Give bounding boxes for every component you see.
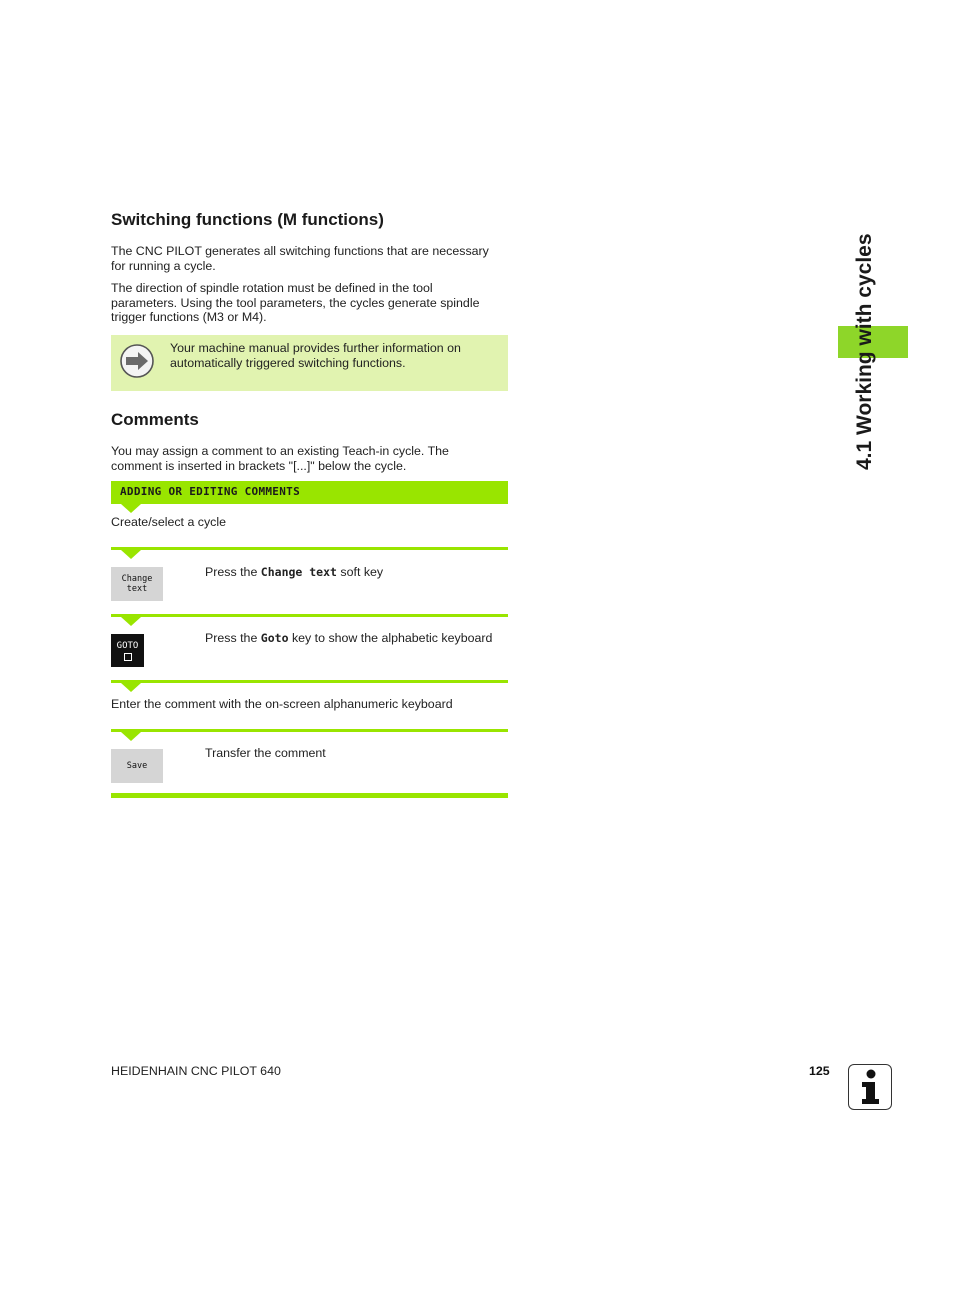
chapter-tab-label: 4.1 Working with cycles: [853, 233, 876, 470]
step-text-pre: Press the: [205, 631, 261, 645]
step-divider: [111, 547, 508, 550]
save-softkey[interactable]: [111, 749, 163, 783]
square-icon: [124, 653, 132, 661]
section-heading-switching-functions: Switching functions (M functions): [111, 210, 384, 229]
step-arrow-icon: [121, 732, 141, 741]
step-divider: [111, 680, 508, 683]
text-line: trigger functions (M3 or M4).: [111, 310, 267, 324]
step-key-name: Change text: [260, 565, 337, 579]
change-text-softkey[interactable]: [111, 567, 163, 601]
softkey-label-line: text: [126, 584, 148, 594]
arrow-right-icon: [119, 343, 155, 379]
step-text-post: soft key: [336, 565, 384, 579]
step-arrow-icon: [121, 504, 141, 513]
text-line: comment is inserted in brackets "[...]" below the cycle.: [111, 458, 407, 473]
section-heading-comments: Comments: [111, 410, 199, 429]
goto-key-label: GOTO: [116, 640, 139, 651]
text-line: The CNC PILOT generates all switching functions that are necessary: [111, 244, 489, 258]
info-icon: [848, 1064, 892, 1110]
procedure-title-bar: [111, 481, 508, 504]
step-arrow-icon: [121, 550, 141, 559]
paragraph-spindle-direction: [111, 281, 511, 325]
text-line: for running a cycle.: [111, 258, 216, 273]
step-press-goto: [205, 631, 492, 645]
footer-manual-title: HEIDENHAIN CNC PILOT 640: [111, 1064, 281, 1078]
step-text-post: key to show the alphabetic keyboard: [288, 631, 493, 645]
step-arrow-icon: [121, 683, 141, 692]
softkey-label: Save: [126, 761, 148, 771]
text-line: parameters. Using the tool parameters, the cycles generate spindle: [111, 295, 480, 310]
paragraph-switching-intro: [111, 244, 511, 273]
step-key-name: Goto: [260, 631, 289, 645]
procedure-title: ADDING OR EDITING COMMENTS: [120, 485, 300, 498]
step-press-change-text: [205, 565, 383, 579]
text-line: The direction of spindle rotation must be defined in the tool: [111, 281, 433, 295]
step-arrow-icon: [121, 617, 141, 626]
page-number: 125: [809, 1064, 830, 1078]
paragraph-comments-intro: [111, 444, 511, 473]
text-line: You may assign a comment to an existing Teach-in cycle. The: [111, 444, 449, 458]
text-line: automatically triggered switching functions.: [170, 355, 406, 370]
step-enter-comment: Enter the comment with the on-screen alphanumeric keyboard: [111, 697, 453, 711]
step-text-pre: Press the: [205, 565, 261, 579]
step-transfer-comment: Transfer the comment: [205, 746, 326, 760]
step-create-select: Create/select a cycle: [111, 515, 227, 529]
goto-key[interactable]: [111, 634, 144, 667]
softkey-label-line: Change: [121, 574, 153, 584]
step-divider: [111, 614, 508, 617]
procedure-end-rule: [111, 793, 508, 798]
note-text: [170, 341, 500, 370]
step-divider: [111, 729, 508, 732]
text-line: Your machine manual provides further information on: [170, 341, 461, 355]
